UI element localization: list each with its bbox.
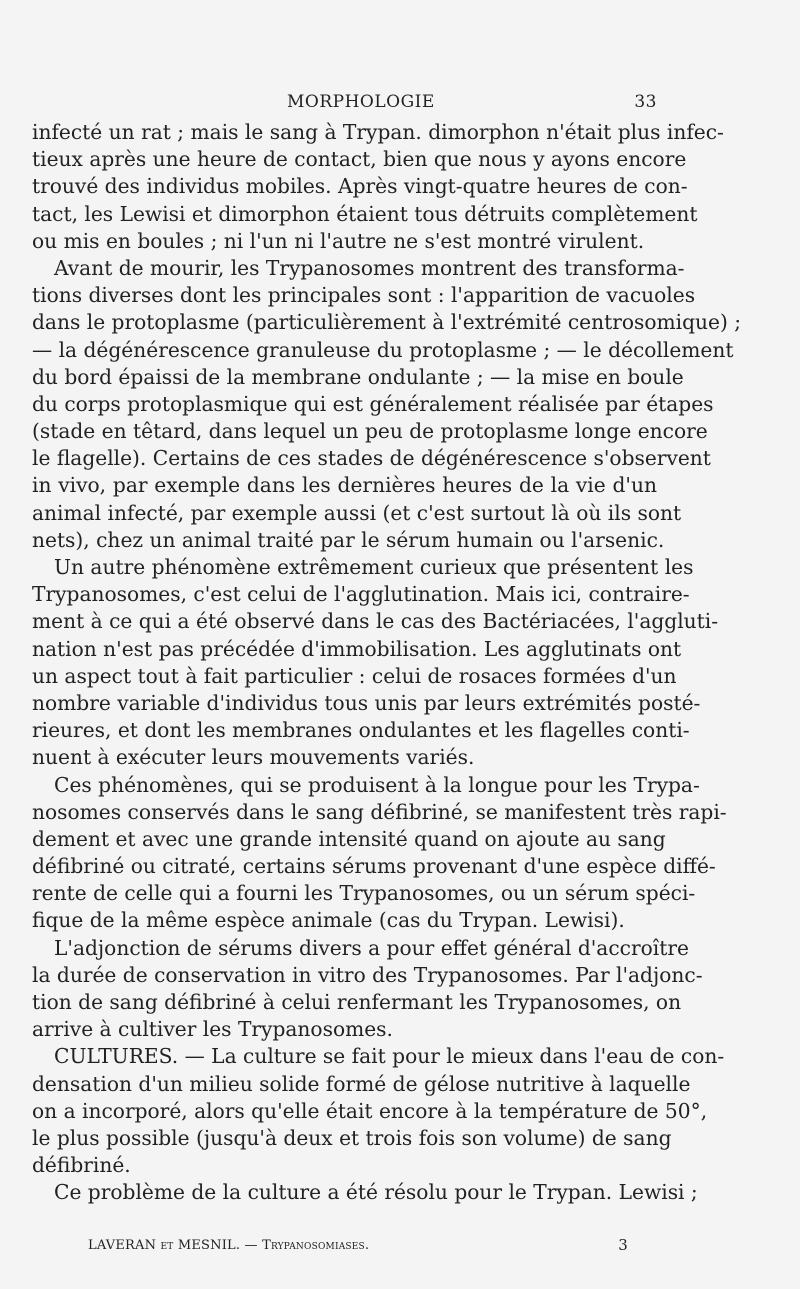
text-line: Un autre phénomène extrêmement curieux que présentent les: [54, 555, 694, 579]
text-line: fique de la même espèce animale (cas du Trypan. Lewisi).: [32, 908, 625, 933]
text-line: tions diverses dont les principales sont : l'apparition de vacuoles: [32, 283, 696, 308]
running-title: MORPHOLOGIE: [287, 92, 435, 112]
text-line: un aspect tout à fait particulier : celui de rosaces formées d'un: [32, 663, 677, 688]
text-line: infecté un rat ; mais le sang à Trypan. dimorphon n'était plus infec-: [32, 120, 724, 144]
text-line: CULTURES. — La culture se fait pour le mieux dans l'eau de con-: [54, 1044, 725, 1069]
text-line: dans le protoplasme (particulièrement à l'extrémité centrosomique) ;: [32, 310, 742, 335]
text-line: tion de sang défibriné à celui renfermant les Trypanosomes, on: [32, 990, 682, 1014]
body-text: [32, 119, 742, 1207]
text-line: nosomes conservés dans le sang défibriné, se manifestent très rapi-: [32, 799, 727, 824]
text-line: la durée de conservation in vitro des Trypanosomes. Par l'adjonc-: [32, 962, 703, 987]
text-line: ment à ce qui a été observé dans le cas des Bactériacées, l'aggluti-: [32, 609, 719, 634]
text-line: ou mis en boules ; ni l'un ni l'autre ne s'est montré virulent.: [32, 228, 645, 253]
text-line: nets), chez un animal traité par le sérum humain ou l'arsenic.: [32, 527, 665, 552]
text-line: tact, les Lewisi et dimorphon étaient tous détruits complètement: [32, 201, 698, 226]
text-line: défibriné ou citraté, certains sérums provenant d'une espèce diffé-: [32, 854, 716, 879]
text-line: — la dégénérescence granuleuse du protoplasme ; — le décollement: [32, 337, 734, 362]
text-line: du bord épaissi de la membrane ondulante ; — la mise en boule: [32, 364, 684, 389]
page-number: 33: [634, 92, 657, 112]
signature-mark: 3: [618, 1236, 628, 1254]
text-line: trouvé des individus mobiles. Après vingt-quatre heures de con-: [32, 174, 688, 199]
text-line: Ce problème de la culture a été résolu pour le Trypan. Lewisi ;: [54, 1180, 698, 1205]
text-line: on a incorporé, alors qu'elle était encore à la température de 50°,: [32, 1098, 708, 1123]
text-line: animal infecté, par exemple aussi (et c'est surtout là où ils sont: [32, 500, 682, 525]
text-line: du corps protoplasmique qui est généralement réalisée par étapes: [32, 391, 714, 416]
text-line: défibriné.: [32, 1153, 131, 1178]
text-line: Avant de mourir, les Trypanosomes montrent des transforma-: [54, 255, 685, 280]
footer-credit: LAVERAN et MESNIL. — Trypanosomiases.: [88, 1238, 370, 1253]
footer: [88, 1238, 628, 1253]
text-line: dement et avec une grande intensité quand on ajoute au sang: [32, 826, 666, 851]
text-line: L'adjonction de sérums divers a pour effet général d'accroître: [54, 935, 689, 960]
text-line: in vivo, par exemple dans les dernières heures de la vie d'un: [32, 473, 657, 498]
text-line: densation d'un milieu solide formé de gélose nutritive à laquelle: [32, 1071, 691, 1096]
text-line: tieux après une heure de contact, bien que nous y ayons encore: [32, 147, 687, 172]
text-line: rieures, et dont les membranes ondulantes et les flagelles conti-: [32, 718, 690, 743]
text-line: rente de celle qui a fourni les Trypanosomes, ou un sérum spéci-: [32, 881, 696, 906]
text-line: nation n'est pas précédée d'immobilisation. Les agglutinats ont: [32, 636, 682, 661]
text-line: (stade en têtard, dans lequel un peu de protoplasme longe encore: [32, 419, 708, 444]
text-line: arrive à cultiver les Trypanosomes.: [32, 1017, 393, 1042]
text-line: Trypanosomes, c'est celui de l'agglutination. Mais ici, contraire-: [32, 582, 690, 607]
text-line: le flagelle). Certains de ces stades de dégénérescence s'observent: [32, 446, 711, 471]
text-line: le plus possible (jusqu'à deux et trois fois son volume) de sang: [32, 1125, 672, 1150]
text-line: nombre variable d'individus tous unis par leurs extrémités posté-: [32, 690, 701, 715]
text-line: nuent à exécuter leurs mouvements variés.: [32, 745, 475, 770]
text-line: Ces phénomènes, qui se produisent à la longue pour les Trypa-: [54, 772, 700, 797]
